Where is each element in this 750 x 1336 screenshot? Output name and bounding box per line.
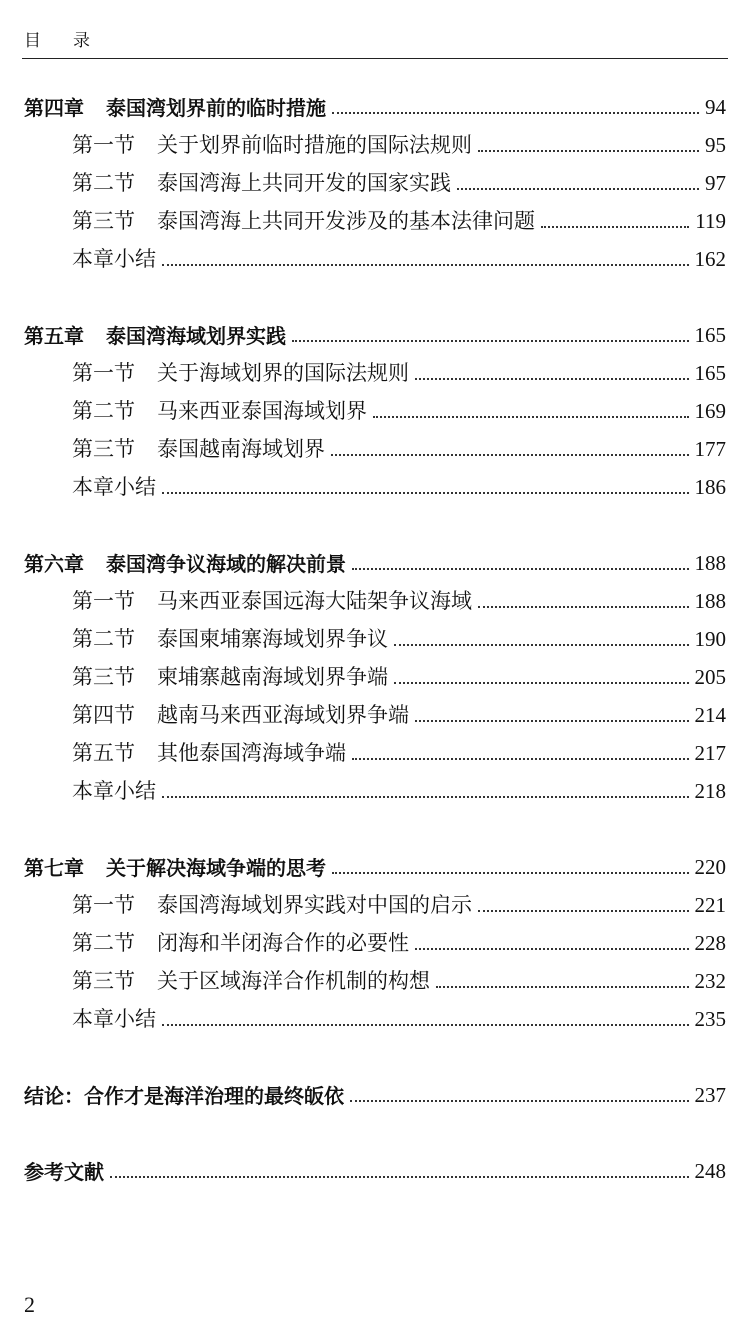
toc-entry-text (72, 135, 472, 156)
toc-entry-label: 第一节 (72, 361, 135, 385)
toc-entry-text (72, 705, 409, 726)
toc-section-row (0, 392, 726, 422)
header-text-1: 目 (24, 31, 41, 51)
toc-page-number: 220 (694, 855, 726, 879)
toc-entry-row (0, 772, 726, 802)
toc-entry-label: 第二节 (72, 931, 135, 955)
toc-entry-title: 越南马来西亚海域划界争端 (157, 703, 409, 727)
dot-leader (478, 606, 689, 608)
toc-entry-title: 泰国湾争议海域的解决前景 (106, 552, 346, 576)
toc-entry-label: 第二节 (72, 627, 135, 651)
toc-page-number: 221 (694, 893, 726, 917)
toc-page-number: 169 (694, 399, 726, 423)
toc-entry-text (72, 781, 156, 802)
toc-section-row (0, 620, 726, 650)
dot-leader (162, 264, 689, 266)
toc-entry-text (72, 439, 325, 460)
toc-entry-text (72, 591, 472, 612)
toc-entry-label: 第七章 (24, 856, 84, 880)
toc-page-number: 235 (694, 1007, 726, 1031)
toc-page-number: 95 (705, 133, 726, 157)
toc-section-row (0, 658, 726, 688)
toc-entry-title: 结论：合作才是海洋治理的最终皈依 (24, 1084, 344, 1108)
dot-leader (292, 340, 689, 342)
dot-leader (415, 720, 689, 722)
dot-leader (331, 454, 689, 456)
toc-entry-title: 泰国越南海域划界 (157, 437, 325, 461)
toc-entry-title: 关于区域海洋合作机制的构想 (157, 969, 430, 993)
toc-page-number: 162 (694, 247, 726, 271)
toc-entry-label: 第三节 (72, 437, 135, 461)
toc-section-row (0, 202, 726, 232)
toc-entry-title: 泰国湾海域划界实践 (106, 324, 286, 348)
toc-entry-title: 泰国湾海域划界实践对中国的启示 (157, 893, 472, 917)
toc-section-row (0, 924, 726, 954)
toc-page-number: 97 (705, 171, 726, 195)
toc-entry-text (72, 667, 388, 688)
toc-page-number: 177 (694, 437, 726, 461)
toc-entry-text (24, 858, 326, 878)
dot-leader (436, 986, 689, 988)
toc-entry-row (0, 1152, 726, 1182)
toc-section-row (0, 886, 726, 916)
dot-leader (352, 568, 689, 570)
header-text-2: 录 (73, 31, 90, 51)
toc-entry-label: 第一节 (72, 893, 135, 917)
toc-entry-text (72, 211, 535, 232)
toc-chapter-row (0, 316, 726, 346)
toc-entry-text (72, 401, 367, 422)
toc-entry-title: 泰国湾划界前的临时措施 (106, 96, 326, 120)
toc-section-row (0, 126, 726, 156)
toc-page-number: 218 (694, 779, 726, 803)
toc-section-row (0, 164, 726, 194)
toc-entry-title: 本章小结 (72, 247, 156, 271)
dot-leader (478, 150, 699, 152)
toc-entry-title: 本章小结 (72, 779, 156, 803)
toc-entry-text (72, 895, 472, 916)
toc-entry-title: 马来西亚泰国海域划界 (157, 399, 367, 423)
toc-entry-text (24, 326, 286, 346)
toc-entry-title: 闭海和半闭海合作的必要性 (157, 931, 409, 955)
dot-leader (541, 226, 689, 228)
toc-entry-row (0, 240, 726, 270)
toc-entry-title: 马来西亚泰国远海大陆架争议海域 (157, 589, 472, 613)
toc-entry-label: 第一节 (72, 133, 135, 157)
dot-leader (350, 1100, 689, 1102)
toc-entry-title: 本章小结 (72, 1007, 156, 1031)
toc-section-row (0, 430, 726, 460)
toc-entry-title: 泰国湾海上共同开发涉及的基本法律问题 (157, 209, 535, 233)
toc-entry-label: 第六章 (24, 552, 84, 576)
dot-leader (415, 378, 689, 380)
toc-entry-text (72, 743, 346, 764)
toc-page-number: 228 (694, 931, 726, 955)
toc-entry-label: 第四节 (72, 703, 135, 727)
toc-entry-text (24, 554, 346, 574)
toc-entry-title: 泰国柬埔寨海域划界争议 (157, 627, 388, 651)
toc-entry-label: 第五节 (72, 741, 135, 765)
header-rule (22, 58, 728, 59)
toc-section-row (0, 696, 726, 726)
toc-entry-label: 第二节 (72, 399, 135, 423)
toc-section-row (0, 734, 726, 764)
toc-entry-title: 其他泰国湾海域争端 (157, 741, 346, 765)
toc-page-number: 188 (694, 589, 726, 613)
toc-chapter-row (0, 88, 726, 118)
toc-entry-row (0, 468, 726, 498)
toc-page-number: 190 (694, 627, 726, 651)
toc-entry-label: 第一节 (72, 589, 135, 613)
toc-chapter-row (0, 544, 726, 574)
toc-entry-title: 泰国湾海上共同开发的国家实践 (157, 171, 451, 195)
dot-leader (373, 416, 689, 418)
toc-entry-text (72, 249, 156, 270)
toc-entry-text (72, 629, 388, 650)
toc-entry-title: 柬埔寨越南海域划界争端 (157, 665, 388, 689)
toc-page-number: 205 (694, 665, 726, 689)
toc-chapter-row (0, 848, 726, 878)
toc-page-number: 165 (694, 323, 726, 347)
toc-entry-text (24, 1086, 344, 1106)
toc-entry-text (72, 1009, 156, 1030)
toc-entry-text (72, 933, 409, 954)
toc-page-number: 119 (695, 209, 726, 233)
toc-entry-title: 关于解决海域争端的思考 (106, 856, 326, 880)
toc-entry-row (0, 1076, 726, 1106)
toc-entry-label: 第三节 (72, 969, 135, 993)
toc-page-number: 237 (694, 1083, 726, 1107)
toc-entry-text (72, 971, 430, 992)
toc-entry-title: 关于划界前临时措施的国际法规则 (157, 133, 472, 157)
dot-leader (110, 1176, 689, 1178)
dot-leader (162, 796, 689, 798)
toc-entry-label: 第二节 (72, 171, 135, 195)
page-number: 2 (24, 1292, 35, 1317)
dot-leader (162, 1024, 689, 1026)
toc-entry-label: 第三节 (72, 209, 135, 233)
toc-entry-title: 关于海域划界的国际法规则 (157, 361, 409, 385)
toc-page-number: 165 (694, 361, 726, 385)
toc-entry-label: 第三节 (72, 665, 135, 689)
toc-entry-row (0, 1000, 726, 1030)
dot-leader (457, 188, 699, 190)
toc-entry-label: 第四章 (24, 96, 84, 120)
toc-section-row (0, 354, 726, 384)
toc-entry-text (72, 173, 451, 194)
toc-entry-text (24, 1162, 104, 1182)
toc-entry-label: 第五章 (24, 324, 84, 348)
toc-page-number: 186 (694, 475, 726, 499)
dot-leader (162, 492, 689, 494)
toc-entry-title: 本章小结 (72, 475, 156, 499)
dot-leader (332, 112, 699, 114)
toc-entry-text (72, 363, 409, 384)
dot-leader (415, 948, 689, 950)
toc-page-number: 248 (694, 1159, 726, 1183)
dot-leader (394, 644, 689, 646)
dot-leader (332, 872, 689, 874)
toc-page-number: 188 (694, 551, 726, 575)
dot-leader (394, 682, 689, 684)
dot-leader (352, 758, 689, 760)
toc-section-row (0, 962, 726, 992)
toc-page-number: 232 (694, 969, 726, 993)
toc-page-number: 94 (705, 95, 726, 119)
toc-section-row (0, 582, 726, 612)
toc-entry-text (24, 98, 326, 118)
toc-page-number: 217 (694, 741, 726, 765)
running-header (24, 26, 90, 51)
toc-entry-title: 参考文献 (24, 1160, 104, 1184)
dot-leader (478, 910, 689, 912)
toc-page-number: 214 (694, 703, 726, 727)
toc-entry-text (72, 477, 156, 498)
